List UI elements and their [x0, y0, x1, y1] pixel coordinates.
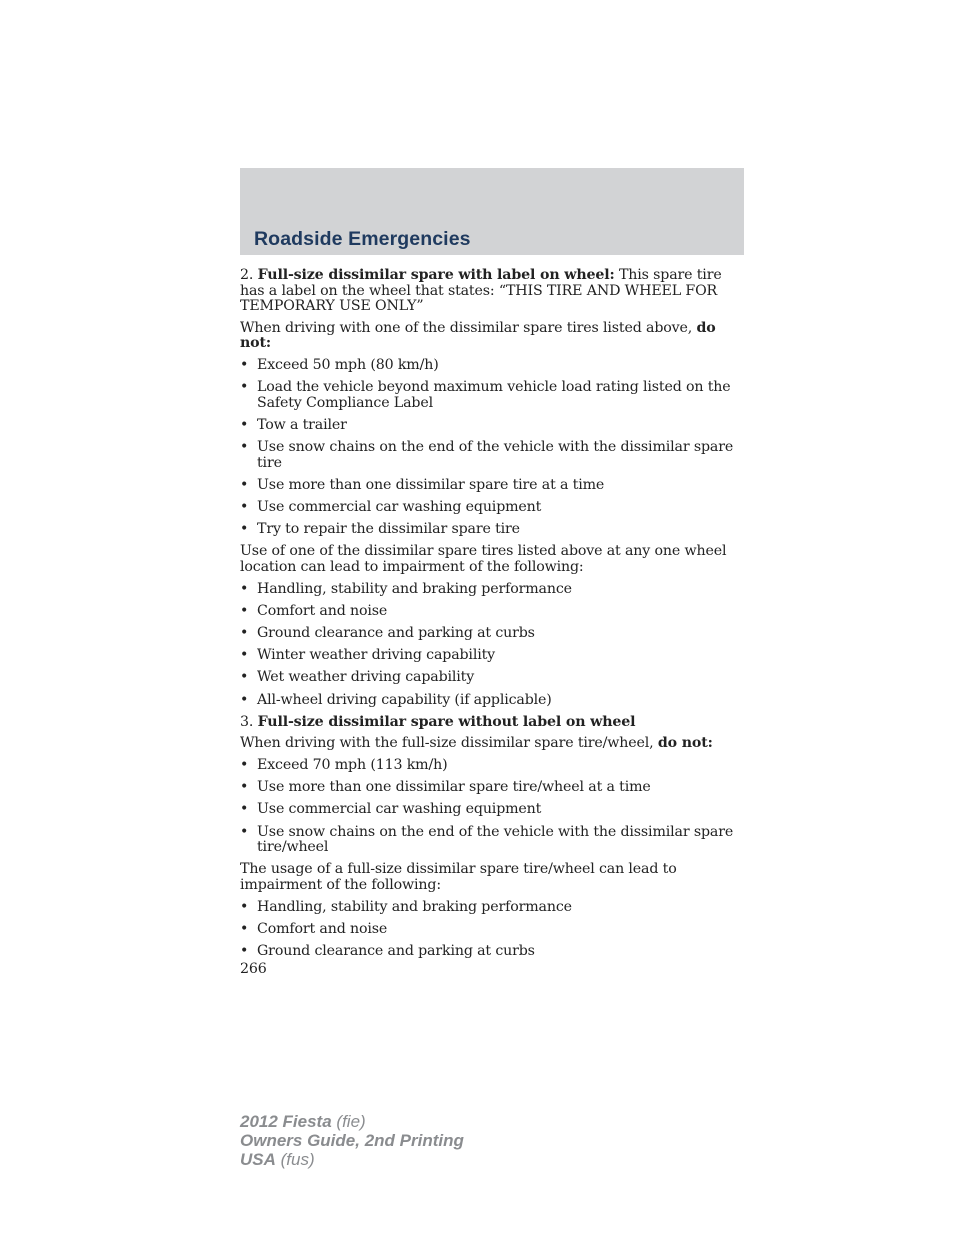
list-item [240, 440, 744, 471]
list-item-text: Use commercial car washing equipment [257, 499, 542, 516]
bullet-icon: • [240, 801, 249, 818]
bullet-icon: • [240, 476, 249, 493]
list-item [240, 670, 744, 686]
list-item-text: Use snow chains on the end of the vehicle with the dissimilar spare tire/wheel [257, 823, 734, 856]
footer-line-guide [240, 1131, 464, 1150]
page-number: 266 [240, 961, 267, 978]
document-footer [240, 1112, 464, 1169]
list-item [240, 780, 744, 796]
list-item-text: Wet weather driving capability [257, 669, 475, 686]
bullet-icon: • [240, 521, 249, 538]
list-item [240, 758, 744, 774]
impairment-paragraph-2: The usage of a full-size dissimilar spare tire/wheel can lead to impairment of the following: [240, 861, 677, 893]
list-item [240, 358, 744, 374]
bullet-icon: • [240, 647, 249, 664]
list-item-text: Tow a trailer [257, 416, 347, 433]
list-item-text: Exceed 50 mph (80 km/h) [257, 356, 439, 373]
list-item-text: Exceed 70 mph (113 km/h) [257, 756, 448, 773]
bullet-icon: • [240, 779, 249, 796]
list-item [240, 802, 744, 818]
bullet-icon: • [240, 356, 249, 373]
bullet-icon: • [240, 439, 249, 456]
bullet-icon: • [240, 669, 249, 686]
list-item-text: Ground clearance and parking at curbs [257, 942, 535, 959]
list-item [240, 582, 744, 598]
bullet-icon: • [240, 416, 249, 433]
footer-model: 2012 Fiesta [240, 1112, 332, 1131]
section-3-paragraph [240, 715, 744, 731]
list-item [240, 648, 744, 664]
list-item-text: Use commercial car washing equipment [257, 801, 542, 818]
restriction-list-2 [240, 758, 744, 856]
list-item-text: All-wheel driving capability (if applicable) [257, 691, 552, 708]
list-item-text: Load the vehicle beyond maximum vehicle load rating listed on the Safety Compliance Label [257, 379, 731, 411]
list-item-text: Use more than one dissimilar spare tire at a time [257, 476, 605, 493]
footer-line-model [240, 1112, 464, 1131]
section-2-heading: Full-size dissimilar spare with label on wheel: [257, 267, 615, 283]
footer-guide: Owners Guide, 2nd Printing [240, 1131, 464, 1150]
restriction-list-1 [240, 358, 744, 538]
list-item-text: Comfort and noise [257, 920, 388, 937]
section-title: Roadside Emergencies [254, 228, 471, 250]
footer-line-market [240, 1150, 464, 1169]
instruction-text: When driving with one of the dissimilar spare tires listed above, [240, 319, 693, 336]
footer-market-code: (fus) [280, 1150, 315, 1169]
list-item [240, 944, 744, 960]
section-3-number: 3. [240, 713, 254, 730]
list-item-text: Use more than one dissimilar spare tire/wheel at a time [257, 779, 651, 796]
footer-model-code: (fie) [336, 1112, 366, 1131]
impairment-list-1 [240, 582, 744, 709]
bullet-icon: • [240, 379, 249, 396]
list-item-text: Winter weather driving capability [257, 647, 496, 664]
section-header-band [240, 168, 744, 255]
instruction-text: When driving with the full-size dissimilar spare tire/wheel, [240, 735, 654, 752]
list-item-text: Handling, stability and braking performance [257, 898, 572, 915]
bullet-icon: • [240, 499, 249, 516]
list-item-text: Try to repair the dissimilar spare tire [257, 521, 520, 538]
list-item [240, 626, 744, 642]
impairment-list-2 [240, 900, 744, 960]
section-2-text: This spare tire has a label on the wheel that states: “THIS TIRE AND WHEEL FOR TEMPORARY USE ONLY” [240, 267, 722, 315]
impairment-paragraph-1: Use of one of the dissimilar spare tires listed above at any one wheel location can lead to impairment of the following: [240, 543, 727, 576]
bullet-icon: • [240, 898, 249, 915]
list-item-text: Handling, stability and braking performance [257, 580, 572, 597]
section-2-paragraph [240, 268, 744, 315]
bullet-icon: • [240, 602, 249, 619]
list-item-text: Use snow chains on the end of the vehicle with the dissimilar spare tire [257, 439, 734, 471]
list-item [240, 478, 744, 494]
bullet-icon: • [240, 942, 249, 959]
instruction-paragraph-1 [240, 321, 744, 352]
list-item [240, 825, 744, 856]
list-item [240, 693, 744, 709]
list-item [240, 500, 744, 516]
bullet-icon: • [240, 823, 249, 840]
section-3-heading: Full-size dissimilar spare without label on wheel [257, 713, 636, 730]
bullet-icon: • [240, 756, 249, 773]
list-item [240, 418, 744, 434]
list-item [240, 922, 744, 938]
do-not-label: do not: [657, 735, 713, 752]
do-not-label: do not: [240, 319, 716, 352]
instruction-paragraph-2 [240, 736, 744, 752]
list-item [240, 900, 744, 916]
bullet-icon: • [240, 920, 249, 937]
list-item [240, 380, 744, 411]
list-item [240, 604, 744, 620]
bullet-icon: • [240, 580, 249, 597]
list-item-text: Comfort and noise [257, 602, 388, 619]
list-item [240, 522, 744, 538]
page-content [240, 268, 744, 978]
footer-market: USA [240, 1150, 276, 1169]
section-2-number: 2. [240, 267, 254, 283]
list-item-text: Ground clearance and parking at curbs [257, 625, 535, 642]
bullet-icon: • [240, 691, 249, 708]
bullet-icon: • [240, 625, 249, 642]
